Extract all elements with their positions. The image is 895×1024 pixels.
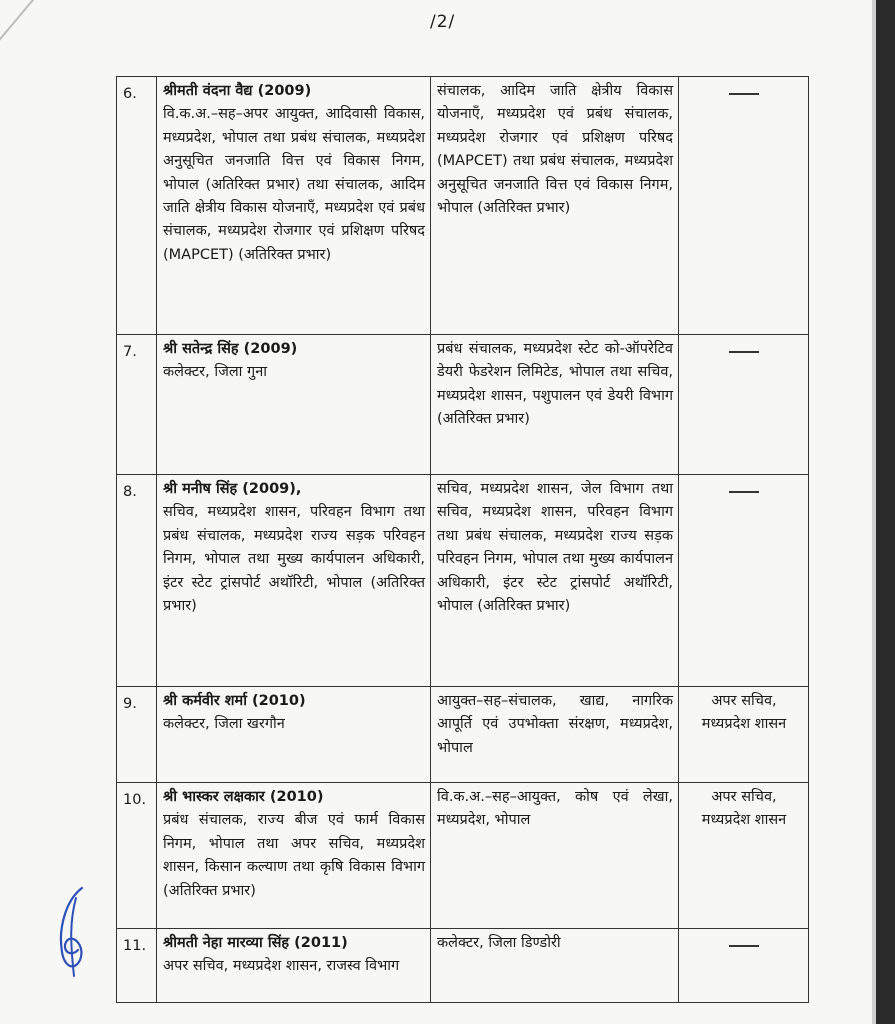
table-row xyxy=(117,929,809,1003)
new-posting: संचालक, आदिम जाति क्षेत्रीय विकास योजनाएँ, मध्यप्रदेश एवं प्रबंध संचालक, मध्यप्रदेश रोजगार एवं प्रशिक्षण परिषद (MAPCET) तथा प्रबंध संचालक, मध्यप्रदेश अनुसूचित जनजाति वित्त एवं विकास निगम, भोपाल (अतिरिक्त प्रभार) xyxy=(437,83,673,217)
table-row xyxy=(117,783,809,929)
officer-name: श्री भास्कर लक्षकार (2010) xyxy=(163,789,324,805)
serial-number-cell: 10. xyxy=(117,783,157,929)
remarks-dash xyxy=(729,93,759,95)
officer-cell xyxy=(157,687,431,783)
remarks-cell xyxy=(679,335,809,475)
current-posting: सचिव, मध्यप्रदेश शासन, परिवहन विभाग तथा प्रबंध संचालक, मध्यप्रदेश राज्य सड़क परिवहन निगम, भोपाल तथा मुख्य कार्यपालन अधिकारी, इंटर स्टेट ट्रांसपोर्ट अथॉरिटी, भोपाल (अतिरिक्त प्रभार) xyxy=(163,504,425,615)
remarks-dash xyxy=(729,491,759,493)
serial-number-cell: 8. xyxy=(117,475,157,687)
serial-number-cell: 11. xyxy=(117,929,157,1003)
new-posting-cell xyxy=(431,335,679,475)
remarks-text: अपर सचिव, मध्यप्रदेश शासन xyxy=(701,693,787,733)
new-posting-cell xyxy=(431,475,679,687)
officer-name: श्रीमती वंदना वैद्य (2009) xyxy=(163,83,312,99)
officer-name: श्री सतेन्द्र सिंह (2009) xyxy=(163,341,298,357)
remarks-cell xyxy=(679,929,809,1003)
table-row xyxy=(117,475,809,687)
new-posting: वि.क.अ.–सह–आयुक्त, कोष एवं लेखा, मध्यप्रदेश, भोपाल xyxy=(437,789,673,829)
remarks-cell xyxy=(679,687,809,783)
new-posting: प्रबंध संचालक, मध्यप्रदेश स्टेट को-ऑपरेटिव डेयरी फेडरेशन लिमिटेड, भोपाल तथा सचिव, मध्यप्रदेश शासन, पशुपालन एवं डेयरी विभाग (अतिरिक्त प्रभार) xyxy=(437,341,673,428)
remarks-cell xyxy=(679,475,809,687)
posting-table xyxy=(116,76,809,1003)
officer-cell xyxy=(157,929,431,1003)
current-posting: प्रबंध संचालक, राज्य बीज एवं फार्म विकास निगम, भोपाल तथा अपर सचिव, मध्यप्रदेश शासन, किसान कल्याण तथा कृषि विकास विभाग (अतिरिक्त प्रभार) xyxy=(163,812,425,899)
officer-name: श्री मनीष सिंह (2009), xyxy=(163,481,302,497)
serial-number-cell: 7. xyxy=(117,335,157,475)
new-posting: सचिव, मध्यप्रदेश शासन, जेल विभाग तथा सचिव, मध्यप्रदेश शासन, परिवहन विभाग तथा प्रबंध संचालक, मध्यप्रदेश राज्य सड़क परिवहन निगम, भोपाल तथा मुख्य कार्यपालन अधिकारी, इंटर स्टेट ट्रांसपोर्ट अथॉरिटी, भोपाल (अतिरिक्त प्रभार) xyxy=(437,481,673,615)
remarks-dash xyxy=(729,351,759,353)
remarks-text: अपर सचिव, मध्यप्रदेश शासन xyxy=(701,789,787,829)
new-posting: कलेक्टर, जिला डिण्डोरी xyxy=(437,935,561,951)
officer-cell xyxy=(157,335,431,475)
new-posting: आयुक्त–सह–संचालक, खाद्य, नागरिक आपूर्ति एवं उपभोक्ता संरक्षण, मध्यप्रदेश, भोपाल xyxy=(437,693,673,756)
table-row xyxy=(117,77,809,335)
fold-line xyxy=(0,0,42,83)
new-posting-cell xyxy=(431,77,679,335)
dark-border xyxy=(876,0,895,1024)
officer-cell xyxy=(157,783,431,929)
serial-number-cell: 6. xyxy=(117,77,157,335)
remarks-dash xyxy=(729,945,759,947)
current-posting: कलेक्टर, जिला खरगौन xyxy=(163,716,285,733)
remarks-cell xyxy=(679,77,809,335)
current-posting: कलेक्टर, जिला गुना xyxy=(163,364,268,381)
remarks-cell xyxy=(679,783,809,929)
new-posting-cell xyxy=(431,783,679,929)
new-posting-cell xyxy=(431,929,679,1003)
serial-number-cell: 9. xyxy=(117,687,157,783)
page-number: /2/ xyxy=(430,12,456,32)
current-posting: वि.क.अ.–सह–अपर आयुक्त, आदिवासी विकास, मध्यप्रदेश, भोपाल तथा प्रबंध संचालक, मध्यप्रदेश अनुसूचित जनजाति वित्त एवं विकास निगम, भोपाल (अतिरिक्त प्रभार) तथा संचालक, आदिम जाति क्षेत्रीय विकास योजनाएँ, मध्यप्रदेश एवं प्रबंध संचालक, मध्यप्रदेश रोजगार एवं प्रशिक्षण परिषद (MAPCET) (अतिरिक्त प्रभार) xyxy=(163,106,425,263)
signature-mark xyxy=(52,880,96,980)
current-posting: अपर सचिव, मध्यप्रदेश शासन, राजस्व विभाग xyxy=(163,958,400,975)
officer-cell xyxy=(157,77,431,335)
officer-name: श्री कर्मवीर शर्मा (2010) xyxy=(163,693,306,709)
table-row xyxy=(117,687,809,783)
new-posting-cell xyxy=(431,687,679,783)
table-row xyxy=(117,335,809,475)
officer-name: श्रीमती नेहा मारव्या सिंह (2011) xyxy=(163,935,348,951)
officer-cell xyxy=(157,475,431,687)
